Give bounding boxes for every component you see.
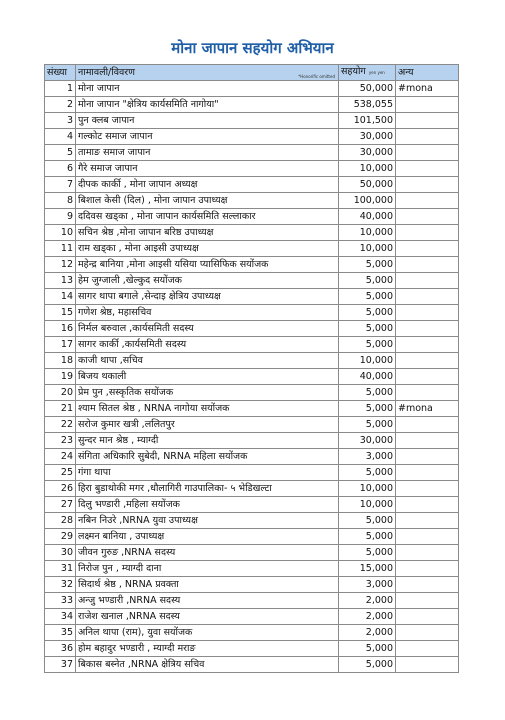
row-amount: 15,000 [339,561,396,577]
row-name: सिदार्थ श्रेष्ठ , NRNA प्रवक्ता [76,577,339,593]
table-row [45,113,459,129]
row-name: सचिन श्रेष्ठ ,मोना जापान बरिष्ठ उपाध्यक्ष [76,225,339,241]
row-name: तामाङ समाज जापान [76,145,339,161]
row-amount: 30,000 [339,145,396,161]
row-serial: 14 [45,289,76,305]
row-name: नबिन निउरे ,NRNA युवा उपाध्यक्ष [76,513,339,529]
table-row [45,241,459,257]
row-amount: 10,000 [339,481,396,497]
table-row [45,321,459,337]
row-serial: 24 [45,449,76,465]
row-serial: 36 [45,641,76,657]
row-name: लक्ष्मन बानिया , उपाध्यक्ष [76,529,339,545]
row-serial: 11 [45,241,76,257]
table-row [45,129,459,145]
row-other [396,305,459,321]
row-amount: 5,000 [339,385,396,401]
row-amount: 5,000 [339,641,396,657]
row-serial: 13 [45,273,76,289]
row-other [396,113,459,129]
row-other [396,353,459,369]
row-name: गंगा थापा [76,465,339,481]
row-amount: 5,000 [339,257,396,273]
row-name: राम खड्का , मोना आइसी उपाध्यक्ष [76,241,339,257]
row-serial: 2 [45,97,76,113]
table-row [45,209,459,225]
row-serial: 27 [45,497,76,513]
table-row [45,369,459,385]
row-other [396,193,459,209]
row-name: संगिता अधिकारि सुबेदी, NRNA महिला सयोंजक [76,449,339,465]
row-amount: 3,000 [339,449,396,465]
row-amount: 2,000 [339,625,396,641]
row-amount: 5,000 [339,337,396,353]
row-name: बिशाल केसी (दिल) , मोना जापान उपाध्यक्ष [76,193,339,209]
row-amount: 5,000 [339,529,396,545]
row-name: निर्मल बरुवाल ,कार्यसमिती सदस्य [76,321,339,337]
row-other [396,369,459,385]
row-serial: 37 [45,657,76,673]
row-other [396,593,459,609]
row-serial: 8 [45,193,76,209]
row-amount: 10,000 [339,225,396,241]
row-serial: 35 [45,625,76,641]
table-row [45,177,459,193]
row-serial: 5 [45,145,76,161]
row-serial: 1 [45,81,76,97]
table-row [45,193,459,209]
row-amount: 10,000 [339,161,396,177]
row-name: बिकास बस्नेत ,NRNA क्षेत्रिय सचिव [76,657,339,673]
row-name: निरोज पुन , म्याग्दी दाना [76,561,339,577]
table-row [45,401,459,417]
row-other [396,209,459,225]
row-other [396,289,459,305]
row-serial: 25 [45,465,76,481]
contribution-table [44,64,459,673]
row-other [396,497,459,513]
table-row [45,625,459,641]
table-row [45,417,459,433]
header-name [76,65,339,81]
row-serial: 15 [45,305,76,321]
row-other [396,321,459,337]
row-name: काजी थापा ,सचिव [76,353,339,369]
row-amount: 5,000 [339,305,396,321]
table-row [45,161,459,177]
table-row [45,145,459,161]
row-amount: 5,000 [339,545,396,561]
row-serial: 10 [45,225,76,241]
table-row [45,641,459,657]
table-row [45,577,459,593]
row-amount: 10,000 [339,241,396,257]
row-name: गल्कोट समाज जापान [76,129,339,145]
row-amount: 100,000 [339,193,396,209]
table-row [45,273,459,289]
row-amount: 5,000 [339,513,396,529]
row-serial: 19 [45,369,76,385]
table-row [45,609,459,625]
header-amount [339,65,396,81]
row-amount: 5,000 [339,273,396,289]
row-name: महेन्द्र बानिया ,मोना आइसी यसिया प्यासिफिक सयोंजक [76,257,339,273]
row-serial: 34 [45,609,76,625]
row-amount: 5,000 [339,321,396,337]
row-amount: 50,000 [339,177,396,193]
header-amount-label: सहयोग [341,66,366,77]
row-serial: 22 [45,417,76,433]
table-row [45,529,459,545]
row-serial: 9 [45,209,76,225]
row-name: प्रेम पुन ,सस्कृतिक सयोंजक [76,385,339,401]
table-row [45,81,459,97]
row-serial: 4 [45,129,76,145]
row-name: गैरे समाज जापान [76,161,339,177]
row-amount: 5,000 [339,289,396,305]
table-row [45,433,459,449]
row-other [396,241,459,257]
row-amount: 5,000 [339,401,396,417]
row-name: सुन्दर मान श्रेष्ठ , म्याग्दी [76,433,339,449]
row-amount: 40,000 [339,369,396,385]
row-amount: 538,055 [339,97,396,113]
row-other [396,225,459,241]
row-amount: 50,000 [339,81,396,97]
row-other [396,257,459,273]
table-row [45,225,459,241]
row-amount: 5,000 [339,657,396,673]
row-serial: 6 [45,161,76,177]
row-amount: 30,000 [339,433,396,449]
table-row [45,97,459,113]
row-amount: 3,000 [339,577,396,593]
row-other [396,529,459,545]
row-amount: 40,000 [339,209,396,225]
row-other [396,97,459,113]
row-amount: 2,000 [339,609,396,625]
row-serial: 26 [45,481,76,497]
row-other [396,417,459,433]
row-name: सागर कार्की ,कार्यसमिती सदस्य [76,337,339,353]
table-row [45,305,459,321]
row-serial: 23 [45,433,76,449]
table-row [45,289,459,305]
row-name: हेम जुग्जाली ,खेल्कुद सयोंजक [76,273,339,289]
table-row [45,353,459,369]
header-amount-unit: yen yen [368,70,385,75]
row-serial: 21 [45,401,76,417]
row-serial: 7 [45,177,76,193]
row-name: मोना जापान [76,81,339,97]
row-name: दीपक कार्की , मोना जापान अध्यक्ष [76,177,339,193]
row-other [396,161,459,177]
page-title: मोना जापान सहयोग अभियान [171,39,334,57]
row-other [396,433,459,449]
row-amount: 10,000 [339,353,396,369]
table-row [45,465,459,481]
row-serial: 33 [45,593,76,609]
row-other [396,273,459,289]
row-amount: 5,000 [339,465,396,481]
table-body [45,81,459,673]
row-name: दिलु भण्डारी ,महिला सयोंजक [76,497,339,513]
row-serial: 16 [45,321,76,337]
row-name: पुन क्लब जापान [76,113,339,129]
table-row [45,545,459,561]
row-amount: 30,000 [339,129,396,145]
row-other [396,513,459,529]
header-serial: संख्या [45,65,76,81]
row-name: ददिवस खड्का , मोना जापान कार्यसमिति सल्लाकार [76,209,339,225]
row-name: अनिल थापा (राम), युवा सयोंजक [76,625,339,641]
table-row [45,449,459,465]
row-name: मोना जापान "क्षेत्रिय कार्यसमिति नागोया" [76,97,339,113]
row-other [396,449,459,465]
row-other [396,129,459,145]
header-name-label: नामावली/विवरण [78,66,136,78]
table-row [45,385,459,401]
row-name: जीवन गुरुङ ,NRNA सदस्य [76,545,339,561]
row-other: #mona [396,81,459,97]
row-other [396,385,459,401]
row-serial: 30 [45,545,76,561]
table-row [45,657,459,673]
row-name: हिरा बुडाथोकी मगर ,धौलागिरी गाउपालिका- ५ भेडिखल्टा [76,481,339,497]
row-other [396,465,459,481]
row-amount: 2,000 [339,593,396,609]
row-other [396,561,459,577]
row-amount: 101,500 [339,113,396,129]
row-other [396,625,459,641]
table-row [45,513,459,529]
row-other: #mona [396,401,459,417]
row-name: होम बहादुर भण्डारी , म्याग्दी मराङ [76,641,339,657]
table-row [45,481,459,497]
row-other [396,177,459,193]
table-row [45,257,459,273]
row-serial: 31 [45,561,76,577]
row-serial: 3 [45,113,76,129]
table-row [45,593,459,609]
row-name: श्याम सितल श्रेष्ठ , NRNA नागोया सयोंजक [76,401,339,417]
row-serial: 20 [45,385,76,401]
row-other [396,145,459,161]
row-name: राजेश खनाल ,NRNA सदस्य [76,609,339,625]
row-other [396,337,459,353]
row-serial: 12 [45,257,76,273]
row-other [396,577,459,593]
table-row [45,561,459,577]
header-name-note: *Honorific omitted [298,74,335,79]
row-other [396,481,459,497]
row-serial: 17 [45,337,76,353]
row-amount: 5,000 [339,417,396,433]
header-other: अन्य [396,65,459,81]
table-row [45,337,459,353]
row-name: सागर थापा बगाले ,सेन्दाइ क्षेत्रिय उपाध्यक्ष [76,289,339,305]
row-name: बिजय थकाली [76,369,339,385]
table-header-row [45,65,459,81]
row-serial: 28 [45,513,76,529]
row-other [396,641,459,657]
row-amount: 10,000 [339,497,396,513]
row-serial: 29 [45,529,76,545]
row-name: अन्जु भण्डारी ,NRNA सदस्य [76,593,339,609]
row-other [396,609,459,625]
row-other [396,545,459,561]
row-name: सरोज कुमार खत्री ,ललितपुर [76,417,339,433]
row-serial: 32 [45,577,76,593]
table-row [45,497,459,513]
row-name: गणेश श्रेष्ठ, महासचिव [76,305,339,321]
row-serial: 18 [45,353,76,369]
row-other [396,657,459,673]
